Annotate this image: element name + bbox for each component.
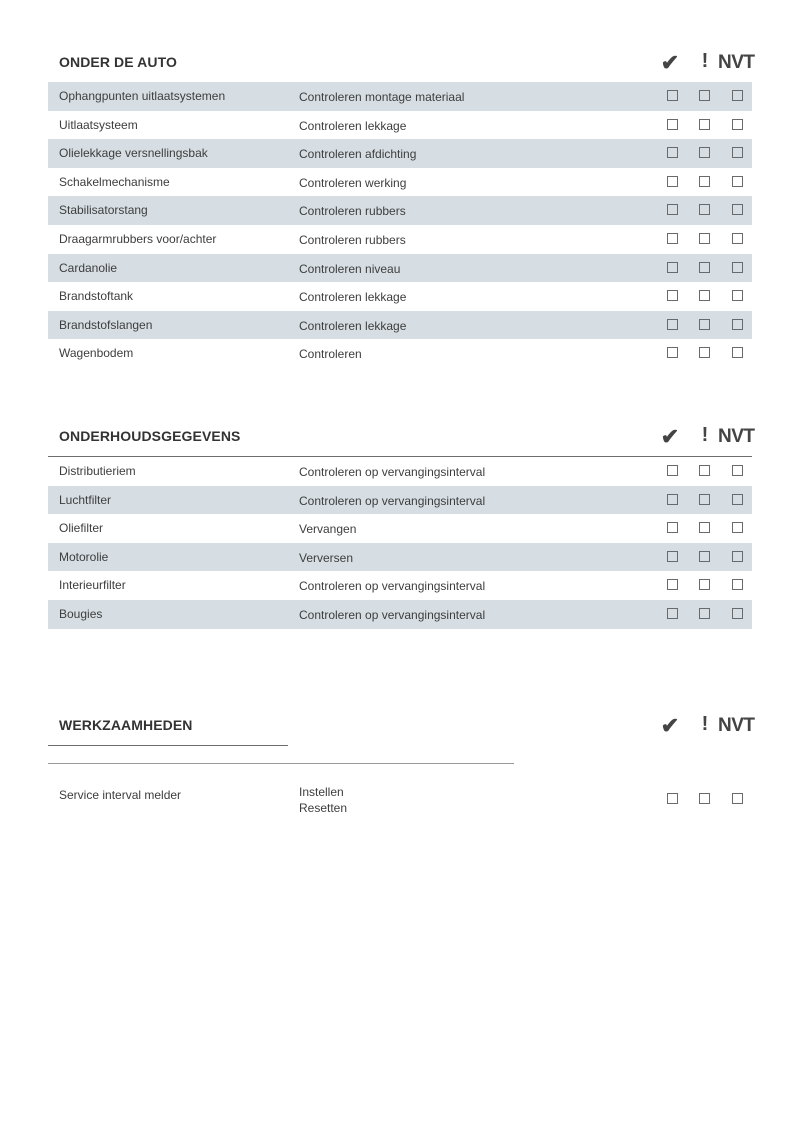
checkbox-ok[interactable] bbox=[667, 204, 678, 215]
checkbox-attention[interactable] bbox=[699, 319, 710, 330]
table-row bbox=[48, 311, 752, 340]
action-label: Verversen bbox=[299, 550, 354, 565]
checkbox-ok[interactable] bbox=[667, 494, 678, 505]
checkbox-attention[interactable] bbox=[699, 176, 710, 187]
checkbox-attention[interactable] bbox=[699, 204, 710, 215]
checkbox-na[interactable] bbox=[732, 465, 743, 476]
checkbox-ok[interactable] bbox=[667, 551, 678, 562]
checkmark-icon: ✔ bbox=[660, 50, 680, 75]
action-label: Controleren op vervangingsinterval bbox=[299, 465, 486, 479]
section-werkzaamheden bbox=[48, 711, 755, 825]
table-row bbox=[48, 514, 752, 543]
checkbox-na[interactable] bbox=[732, 579, 743, 590]
table-row bbox=[48, 111, 752, 140]
checkbox-na[interactable] bbox=[732, 176, 743, 187]
item-label: Distributieriem bbox=[59, 464, 136, 478]
table-row bbox=[48, 543, 752, 572]
checkbox-na[interactable] bbox=[732, 233, 743, 244]
nvt-label: NVT bbox=[718, 52, 755, 73]
nvt-label: NVT bbox=[718, 715, 755, 736]
checkbox-na[interactable] bbox=[732, 793, 743, 804]
checkbox-attention[interactable] bbox=[699, 579, 710, 590]
action-label: Controleren afdichting bbox=[299, 147, 417, 162]
table-row bbox=[48, 571, 752, 600]
section-header bbox=[48, 711, 755, 745]
checkbox-na[interactable] bbox=[732, 262, 743, 273]
checkbox-ok[interactable] bbox=[667, 290, 678, 301]
item-label: Uitlaatsysteem bbox=[59, 117, 138, 132]
action-label: Controleren rubbers bbox=[299, 232, 406, 247]
checkbox-ok[interactable] bbox=[667, 262, 678, 273]
action-label: Controleren lekkage bbox=[299, 118, 407, 133]
checkbox-ok[interactable] bbox=[667, 522, 678, 533]
checkbox-ok[interactable] bbox=[667, 793, 678, 804]
checkbox-na[interactable] bbox=[732, 90, 743, 101]
checkmark-icon: ✔ bbox=[660, 713, 680, 738]
section-onder-de-auto bbox=[48, 48, 755, 368]
item-label: Interieurfilter bbox=[59, 578, 126, 593]
checklist-table bbox=[48, 82, 752, 368]
action-line: Instellen bbox=[299, 785, 344, 799]
table-row bbox=[48, 139, 752, 168]
table-row bbox=[48, 225, 752, 254]
item-label: Cardanolie bbox=[59, 260, 118, 275]
checkbox-attention[interactable] bbox=[699, 494, 710, 505]
section-title: ONDERHOUDSGEGEVENS bbox=[59, 428, 241, 444]
section-title: ONDER DE AUTO bbox=[59, 54, 177, 70]
checkbox-na[interactable] bbox=[732, 147, 743, 158]
checkmark-icon: ✔ bbox=[660, 424, 680, 449]
item-label: Brandstoftank bbox=[59, 289, 134, 304]
checkbox-na[interactable] bbox=[732, 522, 743, 533]
action-label: Controleren lekkage bbox=[299, 318, 407, 333]
checkbox-ok[interactable] bbox=[667, 319, 678, 330]
checkbox-attention[interactable] bbox=[699, 522, 710, 533]
checkbox-attention[interactable] bbox=[699, 262, 710, 273]
checkbox-na[interactable] bbox=[732, 119, 743, 130]
checkbox-ok[interactable] bbox=[667, 465, 678, 476]
item-label: Draagarmrubbers voor/achter bbox=[59, 231, 217, 246]
table-row bbox=[48, 168, 752, 197]
section-title: WERKZAAMHEDEN bbox=[59, 717, 193, 733]
item-label: Ophangpunten uitlaatsystemen bbox=[59, 89, 226, 103]
action-label: Controleren lekkage bbox=[299, 290, 407, 305]
checkbox-na[interactable] bbox=[732, 608, 743, 619]
action-label: Controleren niveau bbox=[299, 261, 401, 276]
table-row bbox=[48, 486, 752, 515]
checkbox-attention[interactable] bbox=[699, 793, 710, 804]
section-onderhoudsgegevens bbox=[48, 422, 755, 629]
checklist-table bbox=[48, 456, 752, 629]
action-label: Controleren op vervangingsinterval bbox=[299, 493, 486, 508]
checkbox-na[interactable] bbox=[732, 494, 743, 505]
checkbox-na[interactable] bbox=[732, 204, 743, 215]
exclamation-icon: ! bbox=[701, 424, 709, 446]
action-label: Controleren op vervangingsinterval bbox=[299, 607, 486, 622]
item-label: Oliefilter bbox=[59, 521, 104, 536]
checkbox-na[interactable] bbox=[732, 551, 743, 562]
checkbox-ok[interactable] bbox=[667, 579, 678, 590]
checkbox-ok[interactable] bbox=[667, 176, 678, 187]
section-header bbox=[48, 48, 755, 82]
table-row bbox=[48, 600, 752, 629]
table-row bbox=[48, 339, 752, 368]
checkbox-ok[interactable] bbox=[667, 233, 678, 244]
action-label: Controleren montage materiaal bbox=[299, 90, 465, 104]
action-label bbox=[299, 784, 347, 816]
checkbox-ok[interactable] bbox=[667, 147, 678, 158]
checkbox-attention[interactable] bbox=[699, 551, 710, 562]
checkbox-attention[interactable] bbox=[699, 90, 710, 101]
table-row bbox=[48, 254, 752, 283]
section-header bbox=[48, 422, 755, 456]
checklist-table bbox=[48, 745, 752, 825]
checkbox-attention[interactable] bbox=[699, 347, 710, 358]
action-line: Resetten bbox=[299, 801, 348, 815]
action-label: Controleren bbox=[299, 347, 362, 362]
item-label: Olielekkage versnellingsbak bbox=[59, 146, 208, 161]
action-label: Vervangen bbox=[299, 522, 357, 537]
action-label: Controleren rubbers bbox=[299, 204, 406, 219]
item-label: Brandstofslangen bbox=[59, 317, 153, 332]
action-label: Controleren op vervangingsinterval bbox=[299, 579, 486, 594]
item-label: Schakelmechanisme bbox=[59, 174, 170, 189]
checkbox-na[interactable] bbox=[732, 319, 743, 330]
table-row bbox=[48, 781, 752, 825]
checkbox-ok[interactable] bbox=[667, 347, 678, 358]
table-row bbox=[48, 282, 752, 311]
checkbox-attention[interactable] bbox=[699, 608, 710, 619]
table-row bbox=[48, 82, 752, 111]
action-label: Controleren werking bbox=[299, 175, 407, 190]
checkbox-ok[interactable] bbox=[667, 119, 678, 130]
item-label: Luchtfilter bbox=[59, 492, 112, 507]
section-divider bbox=[48, 763, 514, 764]
table-row bbox=[48, 196, 752, 225]
checkbox-na[interactable] bbox=[732, 290, 743, 301]
exclamation-icon: ! bbox=[701, 50, 709, 72]
item-label: Wagenbodem bbox=[59, 346, 134, 361]
nvt-label: NVT bbox=[718, 426, 755, 447]
checkbox-attention[interactable] bbox=[699, 290, 710, 301]
item-label: Motorolie bbox=[59, 549, 109, 564]
checkbox-attention[interactable] bbox=[699, 465, 710, 476]
checkbox-attention[interactable] bbox=[699, 119, 710, 130]
checkbox-na[interactable] bbox=[732, 347, 743, 358]
checkbox-attention[interactable] bbox=[699, 147, 710, 158]
checkbox-attention[interactable] bbox=[699, 233, 710, 244]
item-label: Bougies bbox=[59, 606, 103, 621]
item-label: Service interval melder bbox=[59, 788, 182, 802]
section-divider bbox=[48, 745, 288, 746]
checkbox-ok[interactable] bbox=[667, 608, 678, 619]
item-label: Stabilisatorstang bbox=[59, 203, 148, 218]
table-row bbox=[48, 457, 752, 486]
checkbox-ok[interactable] bbox=[667, 90, 678, 101]
exclamation-icon: ! bbox=[701, 713, 709, 735]
